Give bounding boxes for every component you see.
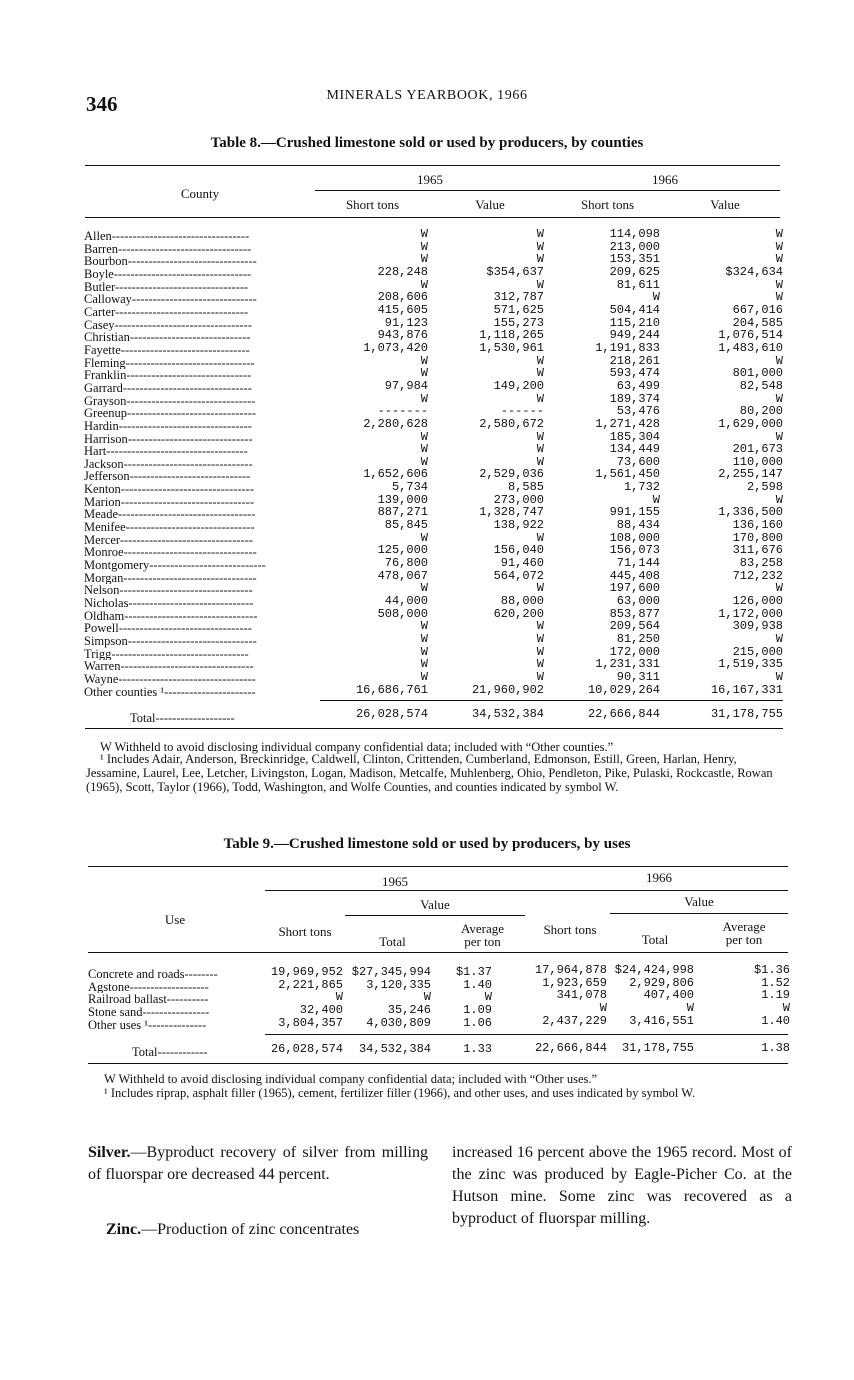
t9-use-cell: Agstone------------------- xyxy=(88,980,209,994)
t8-t65-cell: 1,652,606 xyxy=(363,467,428,482)
t8-t65-cell: 44,000 xyxy=(384,594,428,609)
t8-county-cell: Warren-------------------------------- xyxy=(84,660,254,673)
t8-v65-cell: W xyxy=(536,530,544,545)
t9-avg65-cell: 1.40 xyxy=(463,977,492,992)
t8-t65-cell: 85,845 xyxy=(384,518,428,533)
t8-t66-cell: W xyxy=(652,290,660,305)
t8-t65-cell: 97,984 xyxy=(384,378,428,393)
table8-total-value-1966: 31,178,755 xyxy=(710,707,783,721)
t8-v66-cell: 667,016 xyxy=(732,302,783,317)
t8-v65-cell: W xyxy=(536,252,544,267)
t8-v66-cell: 83,258 xyxy=(739,556,783,571)
t8-v66-cell: 136,160 xyxy=(732,518,783,533)
t8-t66-cell: 108,000 xyxy=(609,530,660,545)
t8-t65-cell: 508,000 xyxy=(377,606,428,621)
t8-v66-cell: 1,629,000 xyxy=(718,416,783,431)
running-head: MINERALS YEARBOOK, 1966 xyxy=(326,88,528,103)
table9-total-label: Total------------ xyxy=(132,1045,208,1059)
t8-county-cell: Morgan-------------------------------- xyxy=(84,571,257,585)
t8-v65-cell: W xyxy=(536,429,544,444)
t8-t65-cell: W xyxy=(420,619,428,634)
t8-v66-cell: 311,676 xyxy=(732,543,783,558)
table8-year-1966: 1966 xyxy=(652,172,678,187)
t8-v65-cell: W xyxy=(536,239,544,254)
t8-t65-cell: 228,248 xyxy=(377,264,428,279)
table8-tons-1966-column xyxy=(550,228,660,696)
t8-v66-cell: 82,548 xyxy=(739,378,783,393)
t9-use-cell: Other uses ¹-------------- xyxy=(88,1018,207,1032)
t9-t65-cell: 2,221,865 xyxy=(278,977,343,992)
t9-avg65-cell: 1.09 xyxy=(463,1002,492,1017)
t9-use-cell: Concrete and roads-------- xyxy=(88,968,218,981)
t9-t66-cell: W xyxy=(599,1000,607,1015)
t8-county-cell: Casey--------------------------------- xyxy=(84,318,252,332)
t9-tot65-cell: W xyxy=(423,990,431,1005)
t9-avg66-cell: $1.36 xyxy=(753,963,790,977)
table9-top-rule xyxy=(88,866,788,867)
t8-v65-cell: 620,200 xyxy=(493,606,544,621)
t8-v66-cell: W xyxy=(775,290,783,305)
t8-county-cell: Butler-------------------------------- xyxy=(84,280,249,294)
table8-total-tons-1966: 22,666,844 xyxy=(587,707,660,721)
t8-t65-cell: 139,000 xyxy=(377,492,428,507)
t8-t66-cell: 114,098 xyxy=(609,227,660,241)
t8-t65-cell: W xyxy=(420,669,428,684)
t8-t65-cell: W xyxy=(420,353,428,368)
table9-col-tons-1965: Short tons xyxy=(278,924,332,939)
t9-tot65-cell: 35,246 xyxy=(387,1002,431,1017)
t8-v66-cell: 110,000 xyxy=(732,454,783,469)
t8-t66-cell: W xyxy=(652,492,660,507)
t8-v65-cell: W xyxy=(536,619,544,634)
t8-v65-cell: W xyxy=(536,454,544,469)
table9-total-avg-1966: 1.38 xyxy=(761,1041,790,1055)
t8-t65-cell: 478,067 xyxy=(377,568,428,583)
table8-col-value-1965: Value xyxy=(475,197,505,212)
t9-t66-cell: 1,923,659 xyxy=(542,975,607,990)
t8-v65-cell: 571,625 xyxy=(493,302,544,317)
t8-t66-cell: 949,244 xyxy=(609,328,660,343)
t8-v65-cell: 312,787 xyxy=(493,290,544,305)
t8-t65-cell: 5,734 xyxy=(391,480,428,495)
t8-v66-cell: 801,000 xyxy=(732,366,783,381)
t8-t66-cell: 153,351 xyxy=(609,252,660,267)
t8-t66-cell: 81,611 xyxy=(616,277,660,292)
t8-t65-cell: W xyxy=(420,239,428,254)
t8-v66-cell: W xyxy=(775,429,783,444)
t8-v65-cell: W xyxy=(536,632,544,646)
t8-v65-cell: W xyxy=(536,391,544,406)
t8-t65-cell: W xyxy=(420,277,428,292)
t8-v65-cell: 156,040 xyxy=(493,543,544,558)
t8-t65-cell: W xyxy=(420,657,428,672)
table9-col-value-1966: Value xyxy=(684,894,714,909)
t8-county-cell: Bourbon------------------------------- xyxy=(84,255,257,268)
t8-t65-cell: W xyxy=(420,581,428,596)
table9-year-rule xyxy=(265,890,788,891)
table9-title: Table 9.—Crushed limestone sold or used by producers, by uses xyxy=(223,836,631,852)
t8-county-cell: Grayson------------------------------- xyxy=(84,394,256,408)
t9-t65-cell: W xyxy=(335,990,343,1005)
t8-t65-cell: 91,123 xyxy=(384,315,428,330)
t8-county-cell: Menifee------------------------------- xyxy=(84,521,255,534)
t8-v65-cell: 149,200 xyxy=(493,378,544,393)
t9-avg66-cell: 1.19 xyxy=(761,988,790,1003)
t8-county-cell: Nicholas------------------------------ xyxy=(84,597,254,610)
t8-t66-cell: 1,271,428 xyxy=(595,416,660,431)
table9-total-value-1966: 31,178,755 xyxy=(621,1041,694,1055)
t8-t65-cell: W xyxy=(420,252,428,267)
t8-t66-cell: 1,561,450 xyxy=(595,467,660,482)
t8-v66-cell: 1,483,610 xyxy=(718,340,783,355)
t8-t65-cell: W xyxy=(420,530,428,545)
t8-county-cell: Wayne--------------------------------- xyxy=(84,672,256,686)
table9-total-tons-1966: 22,666,844 xyxy=(534,1041,607,1055)
t8-t65-cell: 16,686,761 xyxy=(355,682,428,697)
t9-tot65-cell: $27,345,994 xyxy=(351,965,431,979)
table8-col-value-1966: Value xyxy=(710,197,740,212)
table9-col-total-1965: Total xyxy=(379,934,406,949)
t8-county-cell: Fleming------------------------------- xyxy=(84,356,255,370)
t8-v66-cell: 1,076,514 xyxy=(718,328,783,343)
t8-county-cell: Christian----------------------------- xyxy=(84,331,251,344)
t8-t66-cell: 197,600 xyxy=(609,581,660,596)
t8-t66-cell: 593,474 xyxy=(609,366,660,381)
t8-v66-cell: W xyxy=(775,252,783,267)
t8-v65-cell: W xyxy=(536,657,544,672)
table9-year-1966: 1966 xyxy=(646,870,672,885)
table8-title: Table 8.—Crushed limestone sold or used by producers, by counties xyxy=(210,135,644,151)
t8-t66-cell: 156,073 xyxy=(609,543,660,558)
t8-t66-cell: 213,000 xyxy=(609,239,660,254)
t8-t66-cell: 445,408 xyxy=(609,568,660,583)
t8-v66-cell: W xyxy=(775,632,783,646)
t8-v66-cell: W xyxy=(775,227,783,241)
t8-v66-cell: 170,800 xyxy=(732,530,783,545)
table8-note-w: W Withheld to avoid disclosing individual company confidential data; included with “Other counties.” xyxy=(100,740,614,754)
t8-county-cell: Barren-------------------------------- xyxy=(84,242,252,256)
t8-t65-cell: W xyxy=(420,454,428,469)
t8-v66-cell: 712,232 xyxy=(732,568,783,583)
table9-total-rule xyxy=(265,1034,788,1035)
t9-t66-cell: 2,437,229 xyxy=(542,1013,607,1028)
table9-avg-1965-column xyxy=(440,966,492,1029)
t8-v66-cell: W xyxy=(775,492,783,507)
t8-t66-cell: 1,732 xyxy=(623,480,660,495)
t8-v65-cell: 1,118,265 xyxy=(479,328,544,343)
t8-v65-cell: 138,922 xyxy=(493,518,544,533)
t8-county-cell: Jackson------------------------------- xyxy=(84,457,253,471)
t8-t66-cell: 63,499 xyxy=(616,378,660,393)
t9-avg65-cell: $1.37 xyxy=(455,965,492,979)
table8-county-column xyxy=(84,230,314,698)
t8-county-cell: Greenup------------------------------- xyxy=(84,407,257,420)
t8-t65-cell: W xyxy=(420,391,428,406)
t8-v65-cell: 273,000 xyxy=(493,492,544,507)
t8-t66-cell: 218,261 xyxy=(609,353,660,368)
t8-county-cell: Allen--------------------------------- xyxy=(84,230,250,243)
t8-v65-cell: W xyxy=(536,442,544,457)
t8-county-cell: Nelson-------------------------------- xyxy=(84,584,253,598)
t8-t66-cell: 209,564 xyxy=(609,619,660,634)
t8-t66-cell: 71,144 xyxy=(616,556,660,571)
table9-stub-header: Use xyxy=(164,912,186,927)
t9-tot66-cell: W xyxy=(686,1000,694,1015)
t9-avg66-cell: 1.52 xyxy=(761,975,790,990)
t8-t65-cell: 125,000 xyxy=(377,543,428,558)
t9-tot66-cell: 407,400 xyxy=(643,988,694,1003)
silver-text: —Byproduct recovery of silver from milling of fluorspar ore decreased 44 percent. xyxy=(88,1144,428,1183)
table8-header-rule xyxy=(85,217,780,218)
t8-v66-cell: 2,598 xyxy=(746,480,783,495)
table9-value-rule-1966 xyxy=(610,913,788,914)
t8-v66-cell: W xyxy=(775,277,783,292)
table8-value-1966-column xyxy=(665,228,783,696)
t8-v66-cell: $324,634 xyxy=(725,264,783,279)
table9-use-column xyxy=(88,968,268,1031)
t9-tot65-cell: 3,120,335 xyxy=(366,977,431,992)
table8-note-1: ¹ Includes Adair, Anderson, Breckinridge, Caldwell, Clinton, Crittenden, Cumberland, Edmonson, Estill, Green, Harlan, Henry, Jessamine, Laurel, Lee, Letcher, Livingston, Logan, Madison, Metcalfe, Muhlenberg, Ohio, Pendleton, Pike, Pulaski, Rockcastle, Rowan (1965), Scott, Taylor (1966), Todd, Washington, and Wolfe Counties, and counties indicated by symbol W. xyxy=(86,752,773,794)
t8-t65-cell: ------- xyxy=(377,404,428,419)
t8-v66-cell: W xyxy=(775,391,783,406)
t8-t66-cell: 115,210 xyxy=(609,315,660,330)
table8-tons-1965-column xyxy=(320,228,428,696)
table8-stub-header: County xyxy=(180,186,220,201)
t8-county-cell: Mercer-------------------------------- xyxy=(84,533,254,547)
zinc-paragraph xyxy=(88,1219,428,1241)
t8-t66-cell: 73,600 xyxy=(616,454,660,469)
t8-t65-cell: W xyxy=(420,366,428,381)
t9-avg65-cell: 1.06 xyxy=(463,1015,492,1030)
table9-total-tons-1965: 26,028,574 xyxy=(270,1042,343,1056)
t8-v65-cell: W xyxy=(536,581,544,596)
zinc-text: —Production of zinc concentrates xyxy=(141,1221,360,1238)
t9-t66-cell: 17,964,878 xyxy=(534,963,607,977)
t9-t65-cell: 32,400 xyxy=(299,1002,343,1017)
t8-v65-cell: W xyxy=(536,277,544,292)
table9-total-value-1965: 34,532,384 xyxy=(358,1042,431,1056)
t8-v66-cell: 16,167,331 xyxy=(710,682,783,697)
t8-t65-cell: W xyxy=(420,644,428,659)
t8-v66-cell: 2,255,147 xyxy=(718,467,783,482)
t8-v65-cell: W xyxy=(536,644,544,659)
t8-county-cell: Franklin------------------------------ xyxy=(84,369,252,382)
table9-bottom-rule xyxy=(88,1063,788,1064)
t8-v66-cell: 1,172,000 xyxy=(718,606,783,621)
table9-note-1: ¹ Includes riprap, asphalt filler (1965), cement, fertilizer filler (1966), and other uses, and uses indicated by symbol W. xyxy=(104,1086,696,1100)
t8-v65-cell: 88,000 xyxy=(500,594,544,609)
table9-col-total-1966: Total xyxy=(641,932,669,947)
t8-v66-cell: W xyxy=(775,669,783,684)
t9-tot66-cell: 2,929,806 xyxy=(629,975,694,990)
table9-tons-1966-column xyxy=(525,964,607,1027)
t8-v65-cell: $354,637 xyxy=(486,264,544,279)
t8-v65-cell: ------ xyxy=(500,404,544,419)
table9-tons-1965-column xyxy=(265,966,343,1029)
zinc-continued-paragraph: increased 16 percent above the 1965 record. Most of the zinc was produced by Eagle-Picher Co. at the Hutson mine. Some zinc was recovered as a byproduct of fluorspar milling. xyxy=(452,1144,792,1227)
t8-t66-cell: 134,449 xyxy=(609,442,660,457)
t8-v65-cell: 2,529,036 xyxy=(479,467,544,482)
t8-v65-cell: 8,585 xyxy=(507,480,544,495)
t8-county-cell: Jefferson----------------------------- xyxy=(84,470,251,484)
t8-t65-cell: W xyxy=(420,632,428,646)
t9-tot66-cell: $24,424,998 xyxy=(614,963,694,977)
t9-t66-cell: 341,078 xyxy=(556,988,607,1003)
t8-t66-cell: 185,304 xyxy=(609,429,660,444)
t8-county-cell: Hardin-------------------------------- xyxy=(84,419,252,433)
t8-v66-cell: 215,000 xyxy=(732,644,783,659)
t8-county-cell: Oldham-------------------------------- xyxy=(84,609,258,623)
table8-bottom-rule xyxy=(85,728,783,729)
t8-v66-cell: W xyxy=(775,239,783,254)
t8-v66-cell: 204,585 xyxy=(732,315,783,330)
table9-avg-1966-column xyxy=(700,964,790,1027)
t8-v65-cell: 1,530,961 xyxy=(479,340,544,355)
t8-v66-cell: 80,200 xyxy=(739,404,783,419)
t8-county-cell: Fayette------------------------------- xyxy=(84,343,250,357)
t8-t65-cell: 2,280,628 xyxy=(363,416,428,431)
table8-total-label: Total------------------- xyxy=(130,711,235,725)
t9-use-cell: Railroad ballast---------- xyxy=(88,993,209,1006)
t8-v65-cell: W xyxy=(536,366,544,381)
t8-county-cell: Powell-------------------------------- xyxy=(84,622,252,635)
t8-v65-cell: W xyxy=(536,227,544,241)
t9-use-cell: Stone sand---------------- xyxy=(88,1005,210,1019)
t8-v66-cell: 1,519,335 xyxy=(718,657,783,672)
t8-v65-cell: 564,072 xyxy=(493,568,544,583)
t8-county-cell: Marion-------------------------------- xyxy=(84,495,255,509)
t8-t66-cell: 10,029,264 xyxy=(587,682,660,697)
table8-year-rule xyxy=(315,190,780,191)
t8-county-cell: Kenton-------------------------------- xyxy=(84,483,255,496)
t8-county-cell: Trigg--------------------------------- xyxy=(84,647,249,661)
t9-tot65-cell: 4,030,809 xyxy=(366,1015,431,1030)
t8-v66-cell: W xyxy=(775,353,783,368)
t8-t66-cell: 991,155 xyxy=(609,505,660,520)
t8-t66-cell: 209,625 xyxy=(609,264,660,279)
t8-t66-cell: 81,250 xyxy=(616,632,660,646)
t8-t65-cell: W xyxy=(420,227,428,241)
t8-county-cell: Boyle--------------------------------- xyxy=(84,267,252,281)
table8-total-rule xyxy=(320,700,783,701)
t8-v65-cell: 91,460 xyxy=(500,556,544,571)
t8-county-cell: Simpson------------------------------- xyxy=(84,635,257,648)
t8-t65-cell: 887,271 xyxy=(377,505,428,520)
t8-t66-cell: 1,191,833 xyxy=(595,340,660,355)
t8-county-cell: Calloway------------------------------ xyxy=(84,293,257,306)
t8-t65-cell: 208,606 xyxy=(377,290,428,305)
t8-county-cell: Carter-------------------------------- xyxy=(84,305,249,319)
t8-v65-cell: 1,328,747 xyxy=(479,505,544,520)
t8-t65-cell: W xyxy=(420,442,428,457)
table8-value-1965-column xyxy=(430,228,544,696)
table9-col-value-1965: Value xyxy=(420,897,450,912)
t8-t65-cell: 76,800 xyxy=(384,556,428,571)
table9-total-1966-column xyxy=(610,964,694,1027)
table9-year-1965: 1965 xyxy=(382,874,408,889)
t8-county-cell: Garrard------------------------------- xyxy=(84,381,252,395)
t8-t66-cell: 88,434 xyxy=(616,518,660,533)
t8-county-cell: Harrison------------------------------ xyxy=(84,432,253,446)
t8-v66-cell: 309,938 xyxy=(732,619,783,634)
t8-t66-cell: 1,231,331 xyxy=(595,657,660,672)
t8-county-cell: Other counties ¹---------------------- xyxy=(84,685,256,699)
table8-col-tons-1965: Short tons xyxy=(345,197,400,212)
table9-header-rule xyxy=(88,952,788,953)
t8-v65-cell: W xyxy=(536,669,544,684)
page-number: 346 xyxy=(86,92,118,116)
t8-t65-cell: 943,876 xyxy=(377,328,428,343)
t8-v65-cell: 21,960,902 xyxy=(471,682,544,697)
t8-county-cell: Monroe-------------------------------- xyxy=(84,546,257,560)
table9-note-w: W Withheld to avoid disclosing individual company confidential data; included with “Other uses.” xyxy=(104,1072,598,1086)
t8-county-cell: Montgomery---------------------------- xyxy=(84,559,266,572)
t8-county-cell: Hart---------------------------------- xyxy=(84,445,248,458)
table8-year-1965: 1965 xyxy=(417,172,443,187)
t8-v66-cell: 201,673 xyxy=(732,442,783,457)
table8-total-value-1965: 34,532,384 xyxy=(471,707,544,721)
t8-t65-cell: 1,073,420 xyxy=(363,340,428,355)
t8-t65-cell: 415,605 xyxy=(377,302,428,317)
t9-tot66-cell: 3,416,551 xyxy=(629,1013,694,1028)
t8-t66-cell: 172,000 xyxy=(609,644,660,659)
t9-avg65-cell: W xyxy=(484,990,492,1005)
table9-total-1965-column xyxy=(345,966,431,1029)
t8-v66-cell: 1,336,500 xyxy=(718,505,783,520)
table8-top-rule xyxy=(85,165,780,166)
table8-col-tons-1966: Short tons xyxy=(580,197,635,212)
table9-value-rule-1965 xyxy=(345,915,525,916)
table8-total-tons-1965: 26,028,574 xyxy=(355,707,428,721)
table9-col-tons-1966: Short tons xyxy=(543,922,597,937)
t9-avg66-cell: 1.40 xyxy=(761,1013,790,1028)
table9-col-average-1965: Average per ton xyxy=(460,921,505,949)
silver-paragraph xyxy=(88,1142,428,1186)
t8-v66-cell: 126,000 xyxy=(732,594,783,609)
t8-county-cell: Meade--------------------------------- xyxy=(84,508,256,522)
t8-t66-cell: 189,374 xyxy=(609,391,660,406)
t8-t66-cell: 90,311 xyxy=(616,669,660,684)
t8-t66-cell: 504,414 xyxy=(609,302,660,317)
t8-v65-cell: W xyxy=(536,353,544,368)
t9-t65-cell: 19,969,952 xyxy=(270,965,343,979)
t9-avg66-cell: W xyxy=(782,1000,790,1015)
table9-col-average-1966: Average per ton xyxy=(722,919,766,947)
table9-total-avg-1965: 1.33 xyxy=(463,1042,492,1056)
zinc-heading: Zinc. xyxy=(106,1221,142,1238)
t8-v65-cell: 155,273 xyxy=(493,315,544,330)
t9-t65-cell: 3,804,357 xyxy=(278,1015,343,1030)
t8-t65-cell: W xyxy=(420,429,428,444)
t8-t66-cell: 63,000 xyxy=(616,594,660,609)
t8-t66-cell: 53,476 xyxy=(616,404,660,419)
t8-v66-cell: W xyxy=(775,581,783,596)
t8-t66-cell: 853,877 xyxy=(609,606,660,621)
silver-heading: Silver. xyxy=(88,1144,131,1161)
t8-v65-cell: 2,580,672 xyxy=(479,416,544,431)
